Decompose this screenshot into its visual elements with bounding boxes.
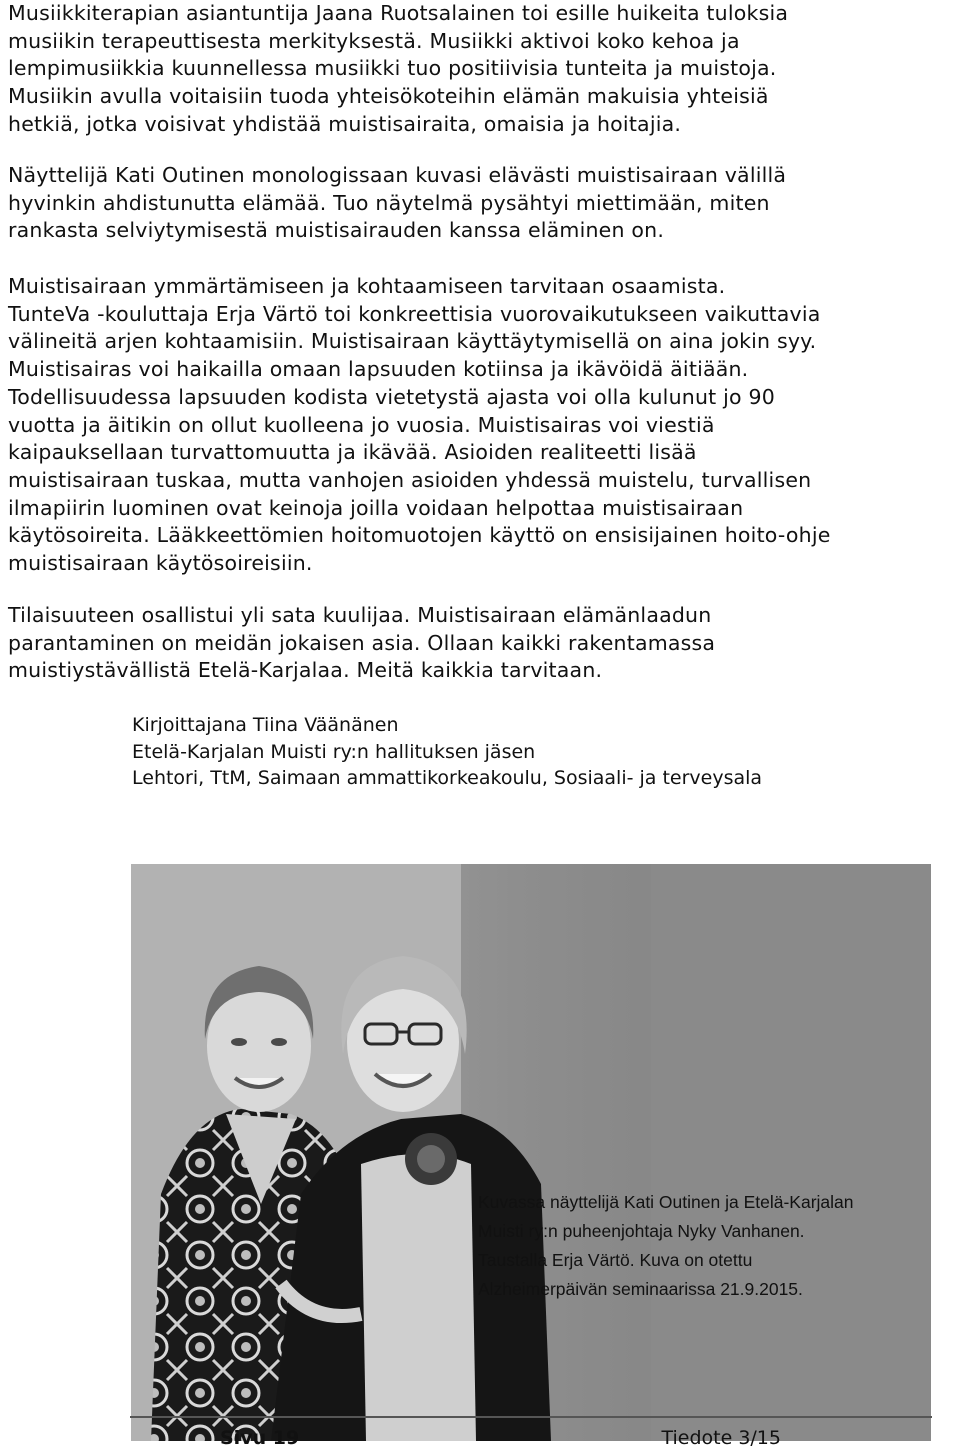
text-line: vuotta ja äitikin on ollut kuolleena jo vuosia. Muistisairas voi viestiä [8,412,715,437]
text-line: Muistisairas voi haikailla omaan lapsuuden kotiinsa ja ikävöidä äitiään. [8,357,749,382]
paragraph-closing [8,602,953,685]
text-line: käytösoireita. Lääkkeettömien hoitomuotojen käyttö on ensisijainen hoito-ohje [8,523,831,548]
author-name: Kirjoittajana Tiina Väänänen [132,714,399,736]
text-line: muistisairaan käytösoireisiin. [8,551,313,576]
text-line: ilmapiirin luominen ovat keinoja joilla voidaan helpottaa muistisairaan [8,495,744,520]
issue-label: Tiedote 3/15 [661,1427,781,1449]
author-title: Lehtori, TtM, Saimaan ammattikorkeakoulu, Sosiaali- ja terveysala [132,767,763,789]
paragraph-music-therapy [8,0,953,139]
event-photo [131,864,931,1441]
paragraph-memory-illness [8,273,953,578]
text-line: hyvinkin ahdistunutta elämää. Tuo näytelmä pysähtyi miettimään, miten [8,190,770,215]
text-line: hetkiä, jotka voisivat yhdistää muistisairaita, omaisia ja hoitajia. [8,111,682,136]
page-footer [130,1416,932,1455]
text-line: Todellisuudessa lapsuuden kodista vietetystä ajasta voi olla kulunut jo 90 [8,384,775,409]
text-line: parantaminen on meidän jokaisen asia. Ollaan kaikki rakentamassa [8,630,716,655]
author-role: Etelä-Karjalan Muisti ry:n hallituksen jäsen [132,740,536,763]
text-line: Musiikin avulla voitaisiin tuoda yhteisökoteihin elämän makuisia yhteisiä [8,84,769,109]
text-line: lempimusiikkia kuunnellessa musiikki tuo positiivisia tunteita ja muistoja. [8,56,777,81]
text-line: muistiystävällistä Etelä-Karjalaa. Meitä kaikkia tarvitaan. [8,658,603,683]
caption-line: Alzheimerpäivän seminaarissa 21.9.2015. [478,1279,803,1299]
text-line: musiikin terapeuttisesta merkityksestä. Musiikki aktivoi koko kehoa ja [8,28,740,53]
caption-line: Taustalla Erja Värtö. Kuva on otettu [478,1250,753,1270]
text-line: muistisairaan tuskaa, mutta vanhojen asioiden yhdessä muistelu, turvallisen [8,467,812,492]
text-line: Tilaisuuteen osallistui yli sata kuulijaa. Muistisairaan elämänlaadun [8,603,712,627]
text-line: TunteVa -kouluttaja Erja Värtö toi konkreettisia vuorovaikutukseen vaikuttavia [8,301,821,326]
author-signature [132,712,762,792]
page-number: Sivu 19 [220,1427,300,1449]
text-line: välineitä arjen kohtaamisiin. Muistisairaan käyttäytymisellä on aina jokin syy. [8,329,817,354]
text-line: kaipauksellaan turvattomuutta ja ikävää. Asioiden realiteetti lisää [8,440,697,465]
caption-line: Muisti ry:n puheenjohtaja Nyky Vanhanen. [478,1221,805,1241]
text-line: Muistisairaan ymmärtämiseen ja kohtaamiseen tarvitaan osaamista. [8,274,726,298]
text-line: Näyttelijä Kati Outinen monologissaan kuvasi elävästi muistisairaan välillä [8,163,787,187]
photo-caption [478,1188,854,1304]
caption-line: Kuvassa näyttelijä Kati Outinen ja Etelä-Karjalan [478,1192,854,1212]
paragraph-monologue [8,162,953,245]
photo-illustration [131,864,931,1441]
text-line: rankasta selviytymisestä muistisairauden kanssa eläminen on. [8,218,665,243]
text-line: Musiikkiterapian asiantuntija Jaana Ruotsalainen toi esille huikeita tuloksia [8,1,789,25]
